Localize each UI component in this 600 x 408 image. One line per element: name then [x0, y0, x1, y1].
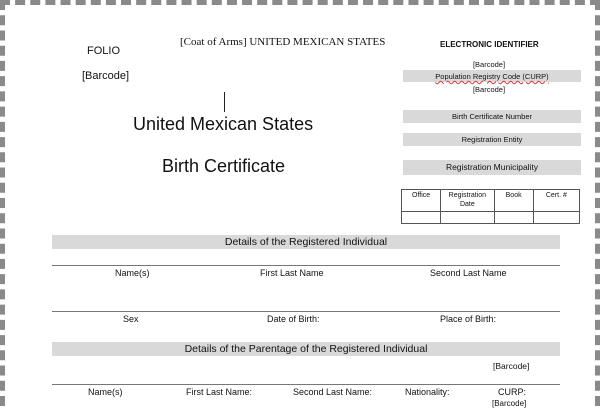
- place-of-birth-label: Place of Birth:: [440, 314, 497, 324]
- office-cell: [402, 212, 441, 224]
- document-title: Birth Certificate: [162, 156, 286, 176]
- names-label: Name(s): [115, 268, 150, 278]
- coat-of-arms-heading: [Coat of Arms] UNITED MEXICAN STATES: [180, 36, 386, 48]
- country-title: United Mexican States: [133, 114, 314, 134]
- curp-barcode: [Barcode]: [472, 85, 506, 94]
- office-header: Office: [402, 190, 441, 212]
- sex-label: Sex: [123, 314, 139, 324]
- first-last-name-label: First Last Name: [260, 268, 324, 278]
- section-rule: [52, 265, 560, 266]
- section-rule: [52, 384, 560, 385]
- parent-names-label: Name(s): [88, 387, 123, 397]
- parentage-section-title: Details of the Parentage of the Registered Individual: [184, 343, 428, 355]
- cert-number-header: Cert. #: [533, 190, 579, 212]
- registration-date-cell: [441, 212, 494, 224]
- registration-municipality-label: Registration Municipality: [445, 162, 539, 172]
- folio-barcode: [Barcode]: [82, 70, 130, 82]
- curp-label: Population Registry Code (CURP): [435, 72, 549, 81]
- cert-number-cell: [533, 212, 579, 224]
- registration-date-header: Registration Date: [441, 190, 494, 212]
- divider-line: [224, 92, 225, 112]
- parentage-barcode: [Barcode]: [493, 361, 530, 371]
- parent-second-last-name-label: Second Last Name:: [293, 387, 373, 397]
- registration-entity-label: Registration Entity: [461, 135, 523, 144]
- book-cell: [494, 212, 533, 224]
- parent-nationality-label: Nationality:: [405, 387, 450, 397]
- section-rule: [52, 311, 560, 312]
- registered-section-title: Details of the Registered Individual: [224, 236, 388, 248]
- registry-table: [401, 189, 580, 224]
- parent-first-last-name-label: First Last Name:: [186, 387, 253, 397]
- electronic-identifier-title: ELECTRONIC IDENTIFIER: [440, 40, 539, 49]
- second-last-name-label: Second Last Name: [430, 268, 507, 278]
- book-header: Book: [494, 190, 533, 212]
- parent-curp-barcode: [Barcode]: [492, 399, 527, 408]
- folio-label: FOLIO: [87, 45, 121, 57]
- electronic-barcode: [Barcode]: [472, 60, 506, 69]
- birth-certificate-number-label: Birth Certificate Number: [451, 112, 533, 121]
- parent-curp-label: CURP:: [498, 387, 527, 397]
- date-of-birth-label: Date of Birth:: [267, 314, 320, 324]
